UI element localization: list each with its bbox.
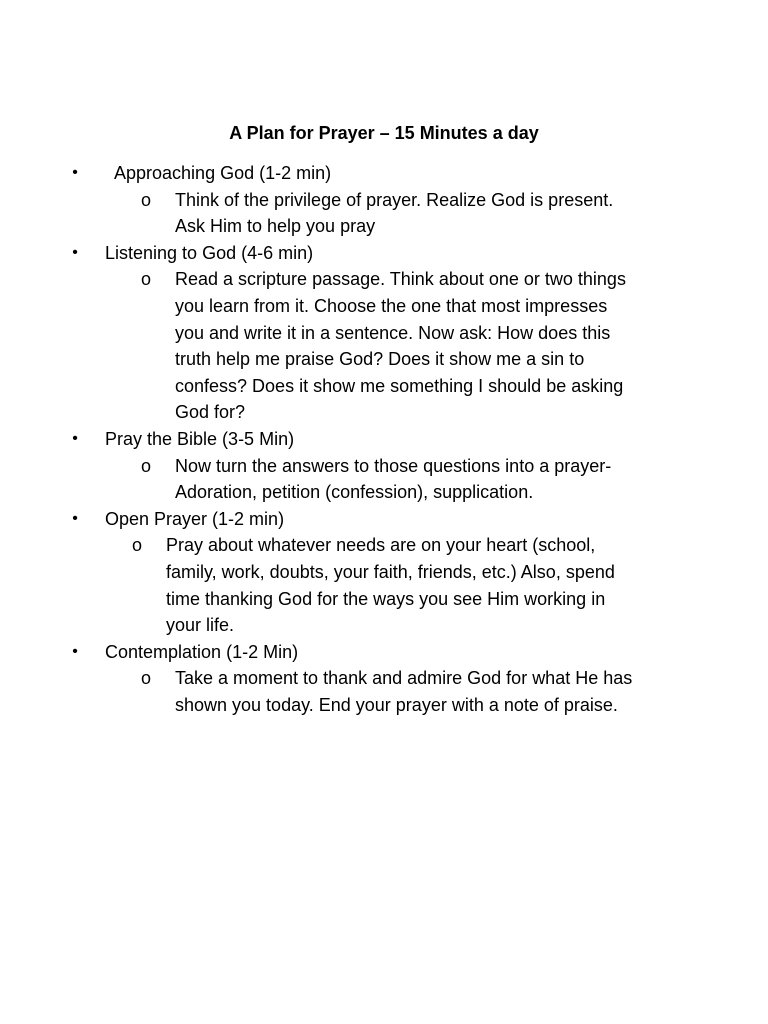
sub-item-text: Pray about whatever needs are on your heart (school, family, work, doubts, your faith, friends, etc.) Also, spend time thanking God for the ways you see Him working in your life. [166,535,615,636]
sub-item [0,187,768,240]
sub-item [0,532,768,638]
sub-bullet-icon: o [140,269,151,290]
list-item-contemplation [0,639,768,719]
item-label: Approaching God (1-2 min) [114,163,332,183]
sub-item [0,453,768,506]
sub-item-text: Now turn the answers to those questions into a prayer-Adoration, petition (confession), supplication. [175,455,612,503]
sub-bullet-icon: o [140,189,151,210]
bullet-icon: • [72,642,78,660]
sub-bullet-icon: o [140,668,151,689]
sub-bullet-icon: o [131,535,142,556]
bullet-icon: • [72,243,78,261]
bullet-icon: • [72,509,78,527]
sub-item-text: Take a moment to thank and admire God for what He has shown you today. End your prayer with a note of praise. [175,668,633,715]
list-item-listening-to-god [0,240,768,426]
document-title: A Plan for Prayer – 15 Minutes a day [229,123,539,143]
prayer-plan-list [0,160,768,718]
list-item-approaching-god [0,160,768,240]
item-label: Open Prayer (1-2 min) [105,508,285,529]
list-item-pray-the-bible [0,426,768,506]
item-label: Listening to God (4-6 min) [105,242,314,263]
bullet-icon: • [72,164,78,181]
sub-item-text: Read a scripture passage. Think about one or two things you learn from it. Choose the one that most impresses you and write it in a sentence. Now ask: How does this truth help me praise God? Does it show me a sin to confess? Does it show me something I should be asking God for? [175,269,626,423]
item-label: Contemplation (1-2 Min) [105,641,299,662]
sub-item-text: Think of the privilege of prayer. Realize God is present. Ask Him to help you pray [175,189,614,237]
list-item-open-prayer [0,506,768,639]
item-label: Pray the Bible (3-5 Min) [105,428,295,449]
bullet-icon: • [72,429,78,447]
sub-item [0,266,768,426]
sub-bullet-icon: o [140,455,151,476]
sub-item [0,665,768,718]
